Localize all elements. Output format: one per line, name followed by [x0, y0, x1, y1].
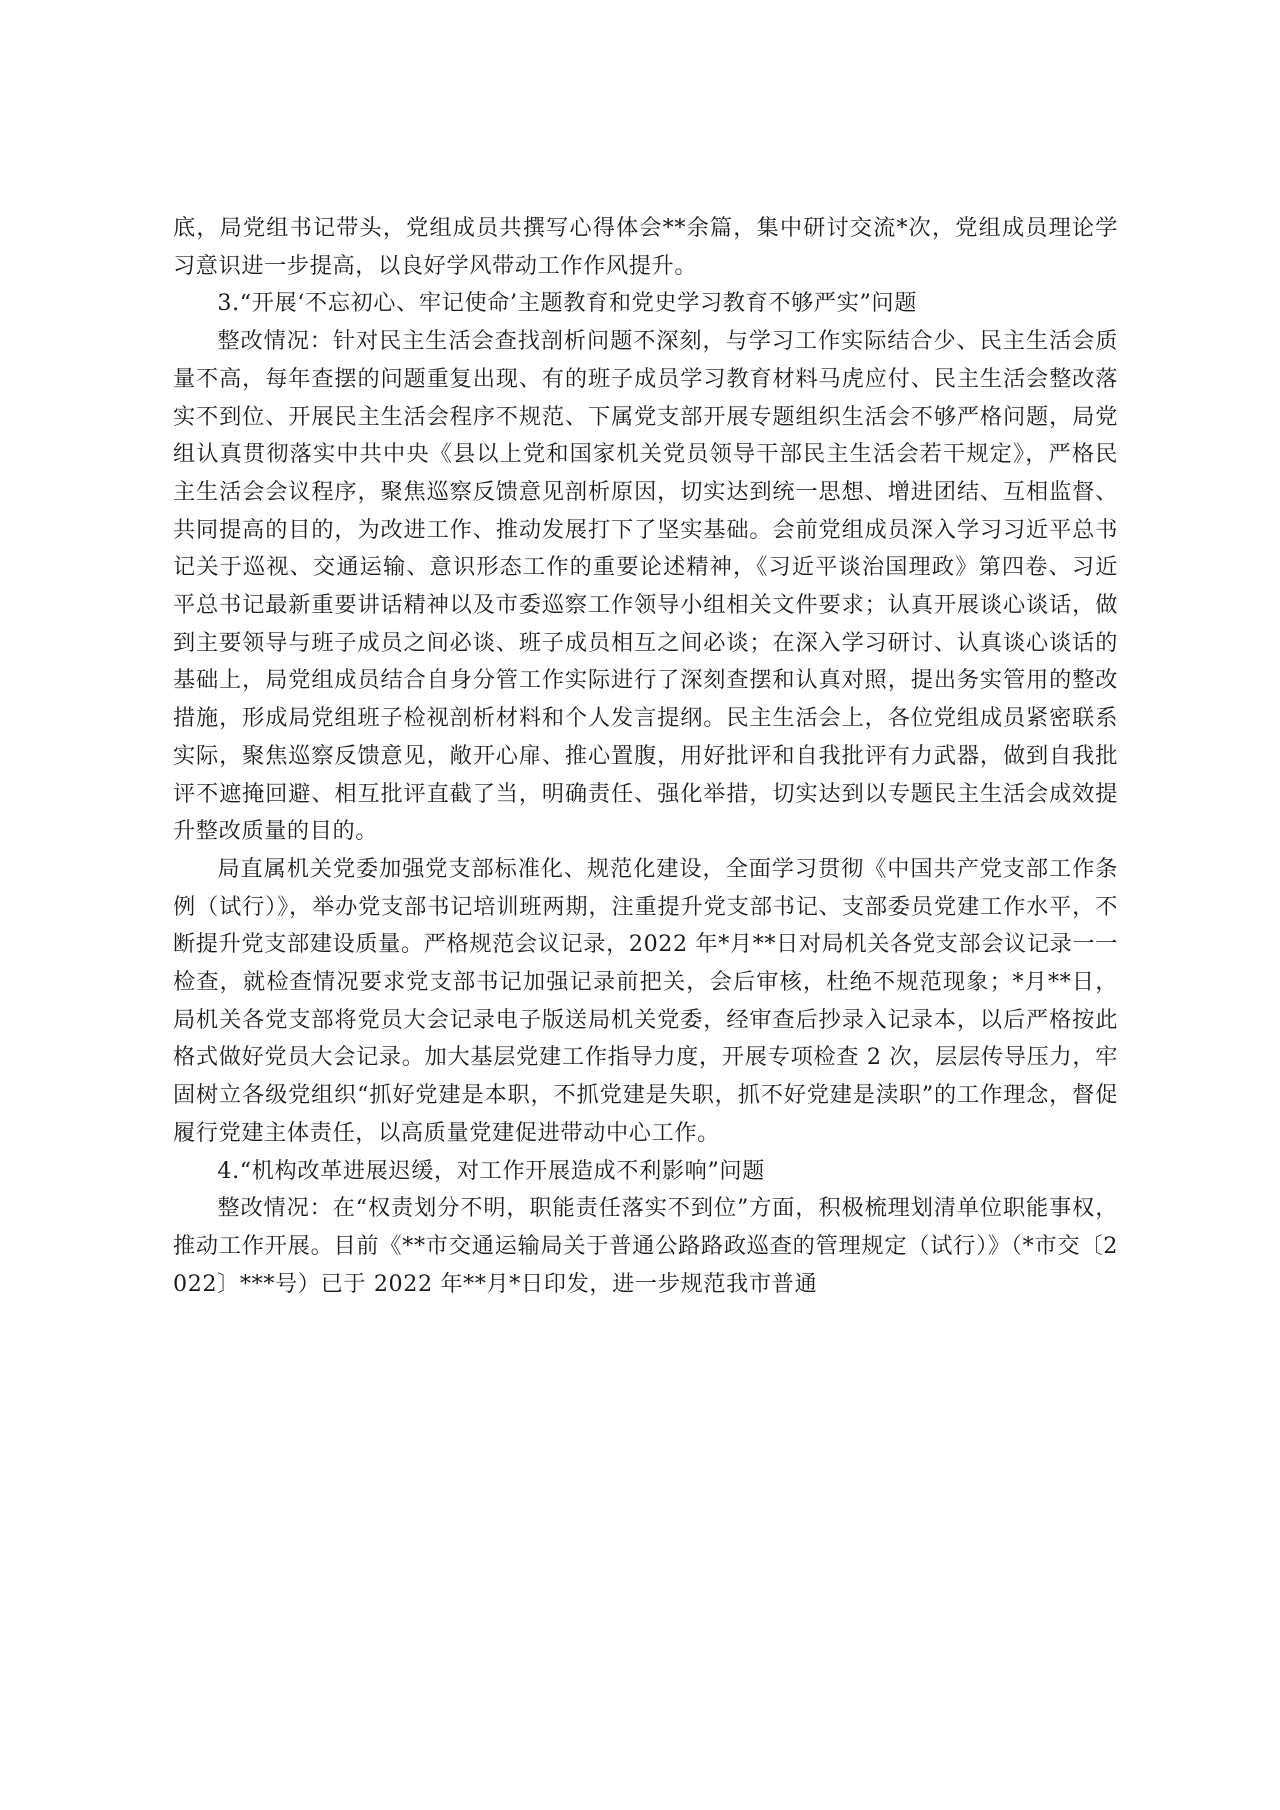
paragraph-rectification-4: 整改情况：在“权责划分不明，职能责任落实不到位”方面，积极梳理划清单位职能事权，推动工作开展。目前《**市交通运输局关于普通公路路政巡查的管理规定（试行）》（*市交〔2022〕***号）已于 2022 年**月*日印发，进一步规范我市普通 — [173, 1195, 1118, 1297]
document-page — [173, 210, 1118, 1303]
section-heading-4: 4.“机构改革进展迟缓，对工作开展造成不利影响”问题 — [217, 1157, 765, 1184]
paragraph-continuation: 底，局党组书记带头，党组成员共撰写心得体会**余篇，集中研讨交流*次，党组成员理论学习意识进一步提高，以良好学风带动工作作风提升。 — [173, 215, 1118, 279]
paragraph-party-branch: 局直属机关党委加强党支部标准化、规范化建设，全面学习贯彻《中国共产党支部工作条例（试行）》，举办党支部书记培训班两期，注重提升党支部书记、支部委员党建工作水平，不断提升党支部建设质量。严格规范会议记录，2022 年*月**日对局机关各党支部会议记录一一检查，就检查情况要求党支部书记加强记录前把关，会后审核，杜绝不规范现象；*月**日，局机关各党支部将党员大会记录电子版送局机关党委，经审查后抄录入记录本，以后严格按此格式做好党员大会记录。加大基层党建工作指导力度，开展专项检查 2 次，层层传导压力，牢固树立各级党组织“抓好党建是本职，不抓党建是失职，抓不好党建是渎职”的工作理念，督促履行党建主体责任，以高质量党建促进带动中心工作。 — [173, 855, 1118, 1146]
paragraph-rectification-3: 整改情况：针对民主生活会查找剖析问题不深刻，与学习工作实际结合少、民主生活会质量不高，每年查摆的问题重复出现、有的班子成员学习教育材料马虎应付、民主生活会整改落实不到位、开展民主生活会程序不规范、下属党支部开展专题组织生活会不够严格问题，局党组认真贯彻落实中共中央《县以上党和国家机关党员领导干部民主生活会若干规定》，严格民主生活会会议程序，聚焦巡察反馈意见剖析原因，切实达到统一思想、增进团结、互相监督、共同提高的目的，为改进工作、推动发展打下了坚实基础。会前党组成员深入学习习近平总书记关于巡视、交通运输、意识形态工作的重要论述精神，《习近平谈治国理政》第四卷、习近平总书记最新重要讲话精神以及市委巡察工作领导小组相关文件要求；认真开展谈心谈话，做到主要领导与班子成员之间必谈、班子成员相互之间必谈；在深入学习研讨、认真谈心谈话的基础上，局党组成员结合自身分管工作实际进行了深刻查摆和认真对照，提出务实管用的整改措施，形成局党组班子检视剖析材料和个人发言提纲。民主生活会上，各位党组成员紧密联系实际，聚焦巡察反馈意见，敞开心扉、推心置腹，用好批评和自我批评有力武器，做到自我批评不遮掩回避、相互批评直截了当，明确责任、强化举措，切实达到以专题民主生活会成效提升整改质量的目的。 — [173, 328, 1118, 845]
section-heading-3: 3.“开展‘不忘初心、牢记使命’主题教育和党史学习教育不够严实”问题 — [217, 290, 917, 317]
